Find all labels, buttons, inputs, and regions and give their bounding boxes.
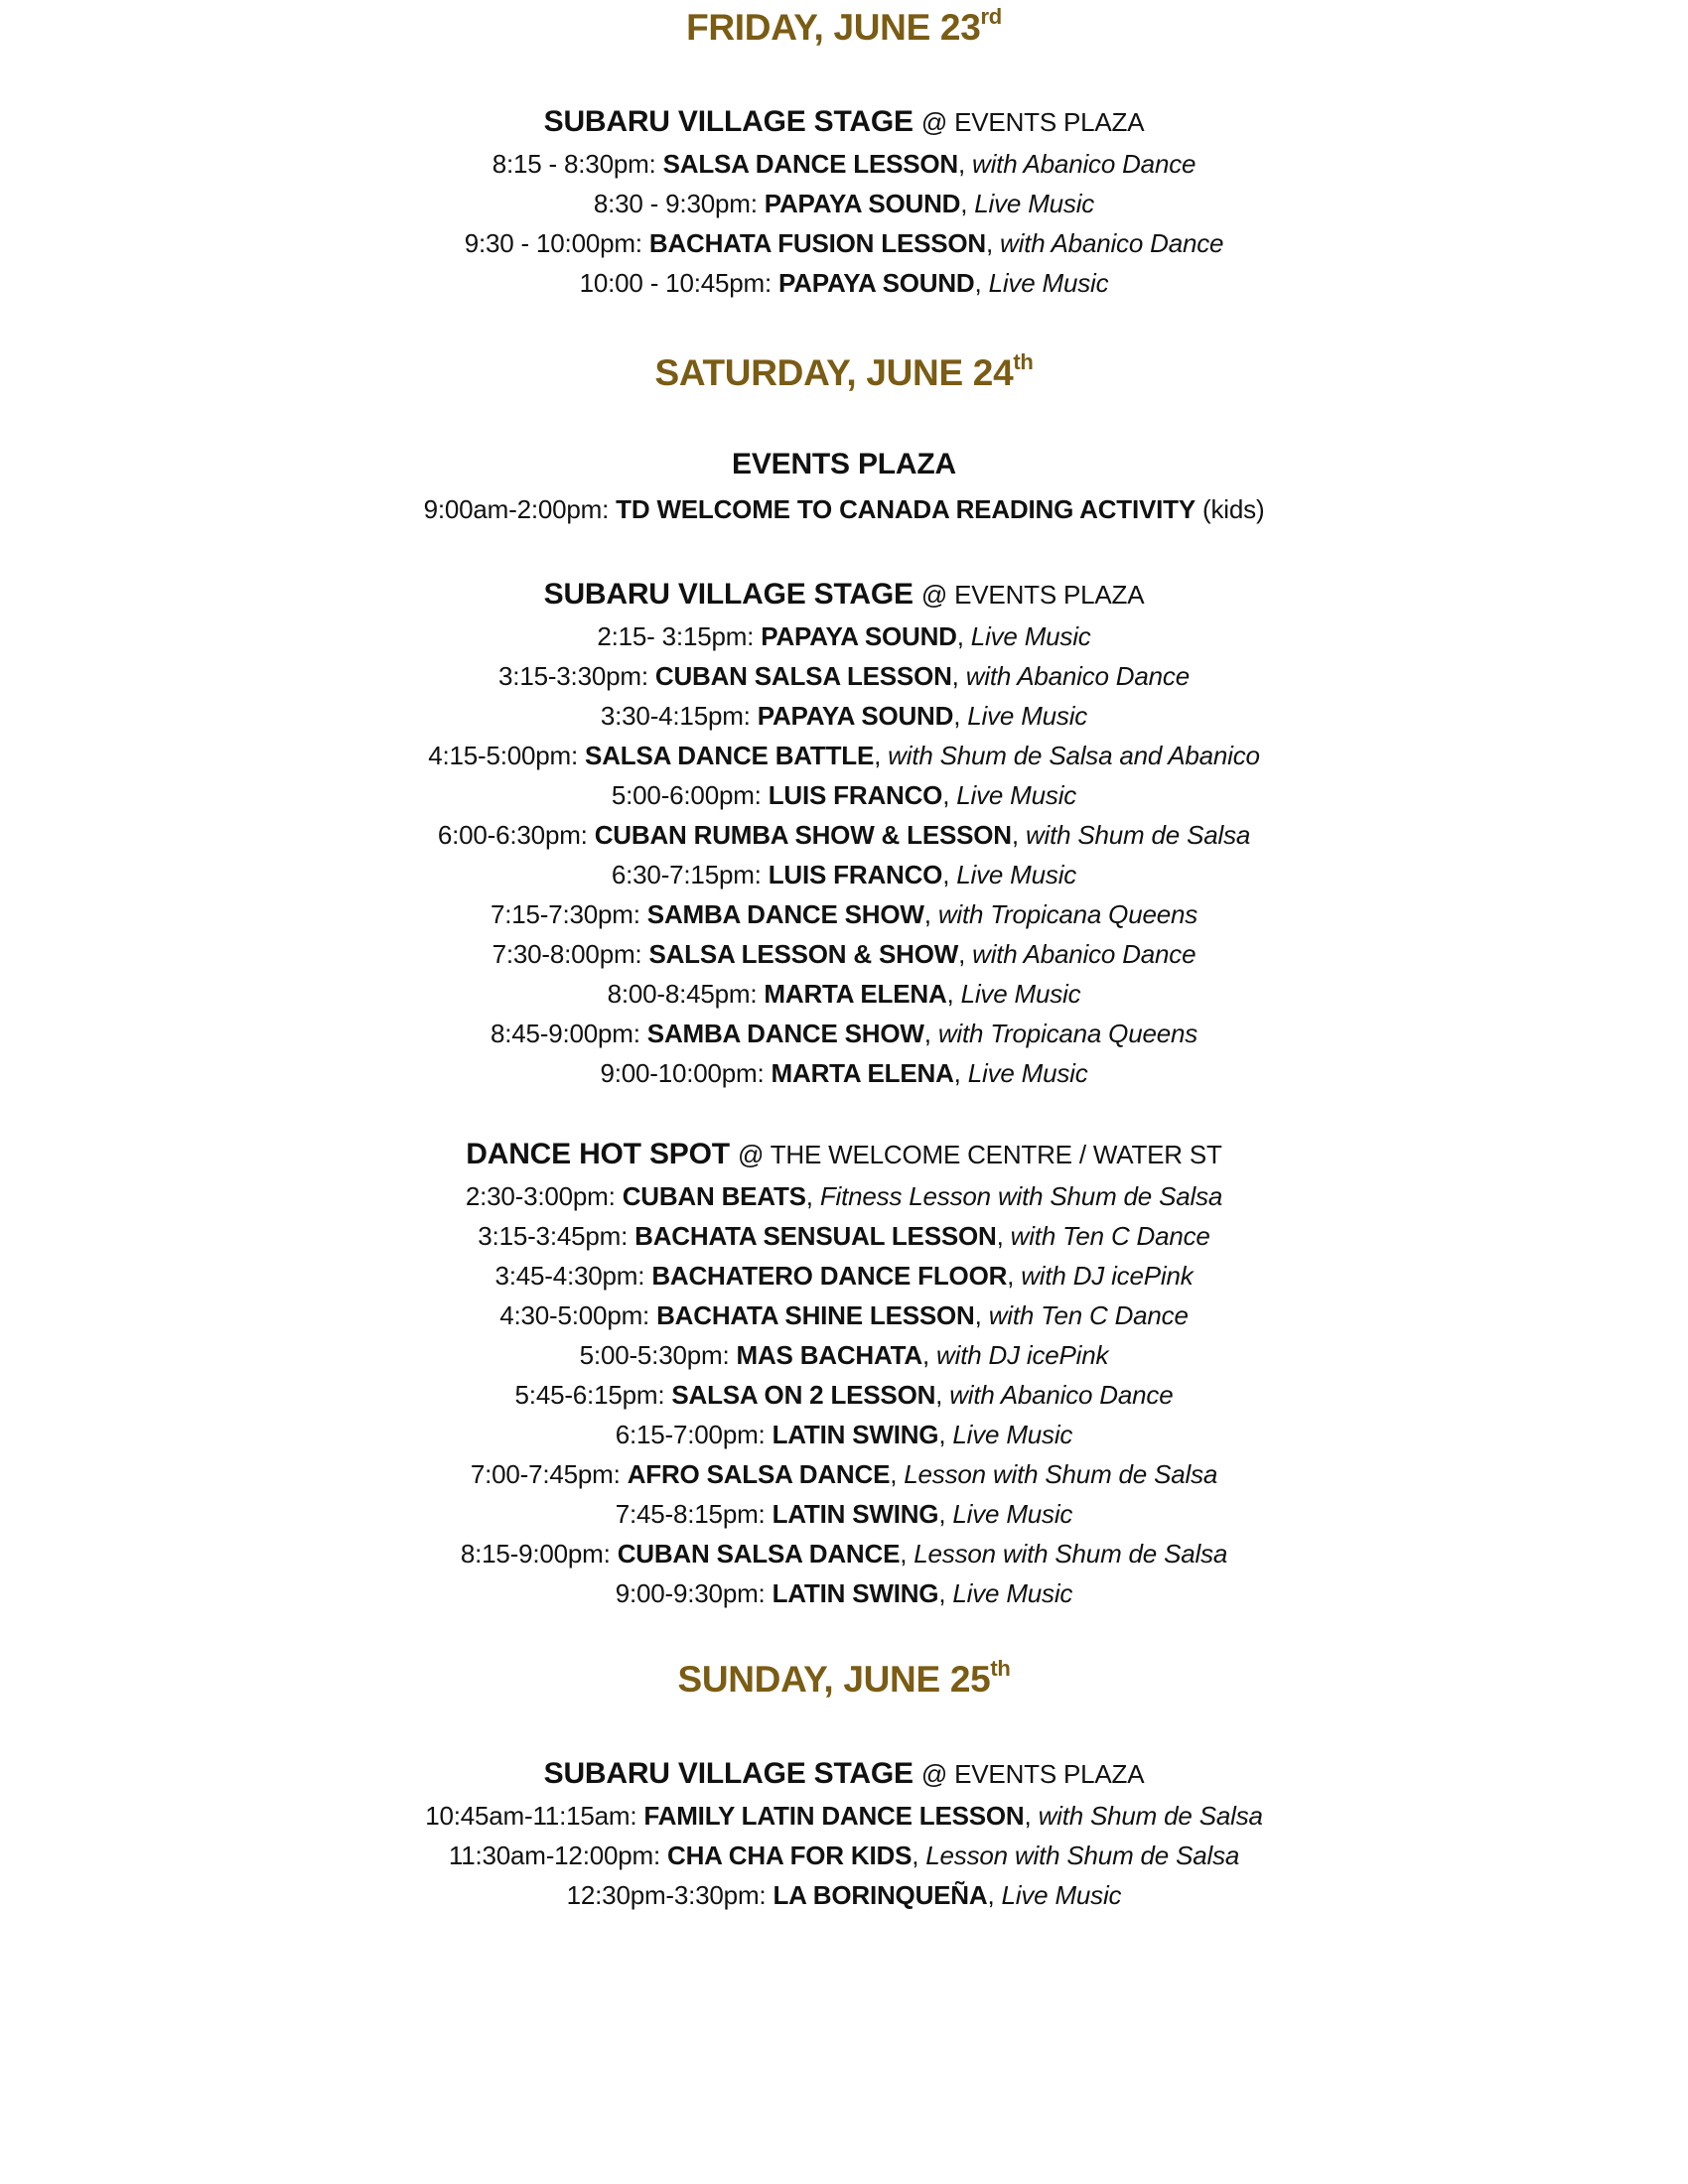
day-suffix: rd xyxy=(980,4,1002,29)
venue-heading: DANCE HOT SPOT @ THE WELCOME CENTRE / WATER ST xyxy=(466,1138,1222,1170)
venue-heading: EVENTS PLAZA xyxy=(732,448,956,480)
venue-heading: SUBARU VILLAGE STAGE @ EVENTS PLAZA xyxy=(543,105,1145,138)
event-row: 5:00-6:00pm: LUIS FRANCO, Live Music xyxy=(611,780,1077,810)
event-row: 8:45-9:00pm: SAMBA DANCE SHOW, with Tropicana Queens xyxy=(490,1019,1198,1048)
event-row: 8:15 - 8:30pm: SALSA DANCE LESSON, with Abanico Dance xyxy=(492,149,1196,179)
event-row: 9:00-10:00pm: MARTA ELENA, Live Music xyxy=(600,1058,1088,1088)
event-row: 5:00-5:30pm: MAS BACHATA, with DJ icePink xyxy=(579,1340,1109,1370)
day-heading-friday: FRIDAY, JUNE 23rd xyxy=(686,4,1002,48)
event-row: 3:30-4:15pm: PAPAYA SOUND, Live Music xyxy=(600,701,1088,731)
day-heading-saturday: SATURDAY, JUNE 24th xyxy=(654,349,1034,393)
event-row: 2:15- 3:15pm: PAPAYA SOUND, Live Music xyxy=(597,621,1091,651)
event-row: 9:00-9:30pm: LATIN SWING, Live Music xyxy=(615,1578,1073,1608)
event-row: 10:00 - 10:45pm: PAPAYA SOUND, Live Music xyxy=(579,268,1109,298)
event-row: 7:15-7:30pm: SAMBA DANCE SHOW, with Tropicana Queens xyxy=(490,899,1198,929)
event-row: 3:15-3:45pm: BACHATA SENSUAL LESSON, with Ten C Dance xyxy=(478,1221,1210,1251)
event-row: 9:00am-2:00pm: TD WELCOME TO CANADA READING ACTIVITY (kids) xyxy=(423,494,1265,524)
event-row: 7:00-7:45pm: AFRO SALSA DANCE, Lesson with Shum de Salsa xyxy=(470,1459,1218,1489)
event-row: 4:30-5:00pm: BACHATA SHINE LESSON, with Ten C Dance xyxy=(499,1300,1189,1330)
event-row: 12:30pm-3:30pm: LA BORINQUEÑA, Live Music xyxy=(566,1880,1122,1910)
event-row: 6:30-7:15pm: LUIS FRANCO, Live Music xyxy=(611,860,1077,889)
event-row: 7:30-8:00pm: SALSA LESSON & SHOW, with Abanico Dance xyxy=(492,939,1196,969)
event-row: 8:15-9:00pm: CUBAN SALSA DANCE, Lesson with Shum de Salsa xyxy=(460,1539,1228,1569)
event-row: 8:30 - 9:30pm: PAPAYA SOUND, Live Music xyxy=(593,189,1095,218)
event-row: 7:45-8:15pm: LATIN SWING, Live Music xyxy=(615,1499,1073,1529)
event-row: 8:00-8:45pm: MARTA ELENA, Live Music xyxy=(607,979,1081,1009)
event-row: 11:30am-12:00pm: CHA CHA FOR KIDS, Lesson with Shum de Salsa xyxy=(448,1841,1240,1870)
event-row: 6:15-7:00pm: LATIN SWING, Live Music xyxy=(615,1420,1073,1449)
event-row: 3:45-4:30pm: BACHATERO DANCE FLOOR, with DJ icePink xyxy=(494,1261,1194,1291)
event-row: 6:00-6:30pm: CUBAN RUMBA SHOW & LESSON, with Shum de Salsa xyxy=(437,820,1251,850)
day-heading-sunday: SUNDAY, JUNE 25th xyxy=(677,1656,1011,1700)
venue-heading: SUBARU VILLAGE STAGE @ EVENTS PLAZA xyxy=(543,578,1145,611)
event-row: 2:30-3:00pm: CUBAN BEATS, Fitness Lesson with Shum de Salsa xyxy=(465,1181,1223,1211)
event-row: 3:15-3:30pm: CUBAN SALSA LESSON, with Abanico Dance xyxy=(498,661,1190,691)
day-suffix: th xyxy=(990,1656,1011,1681)
day-suffix: th xyxy=(1013,349,1034,374)
event-row: 9:30 - 10:00pm: BACHATA FUSION LESSON, with Abanico Dance xyxy=(464,228,1224,258)
event-row: 5:45-6:15pm: SALSA ON 2 LESSON, with Abanico Dance xyxy=(514,1380,1174,1410)
event-row: 10:45am-11:15am: FAMILY LATIN DANCE LESSON, with Shum de Salsa xyxy=(425,1801,1263,1831)
event-row: 4:15-5:00pm: SALSA DANCE BATTLE, with Shum de Salsa and Abanico xyxy=(428,741,1260,770)
venue-heading: SUBARU VILLAGE STAGE @ EVENTS PLAZA xyxy=(543,1757,1145,1790)
